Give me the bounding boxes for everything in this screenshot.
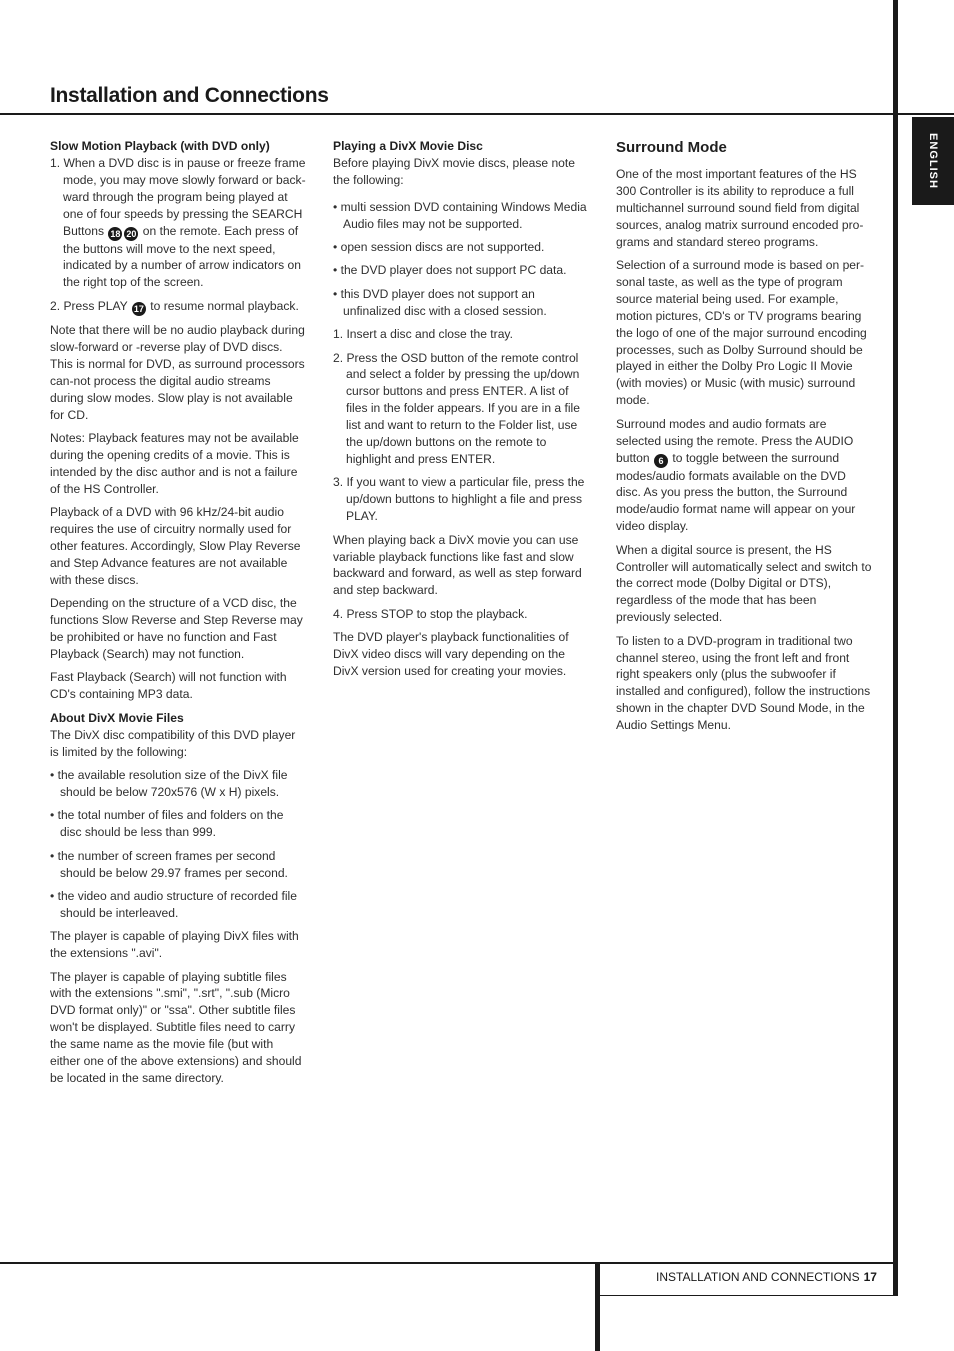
right-margin-bar [893, 0, 898, 1296]
para-before: Before playing DivX movie discs, please note the following: [333, 155, 575, 187]
heading-slow-motion: Slow Motion Playback (with DVD only) [50, 139, 270, 153]
step-slow-1-text-a: 1. When a DVD disc is in pause or freeze frame mode, you may move slowly forward or back-ward through the program being played at one of four speeds by pressing the SEARCH Buttons [50, 155, 306, 238]
para-subtitles: The player is capable of playing subtitle files with the extensions ".smi", ".srt", ".sub (Micro DVD format only)" or "ssa". Other subtitle files won't be displayed. Subtitle files need to carry the same name as the movie file (but with either one of the above extensions) and should be located in the same directory. [50, 969, 302, 1085]
button-badge-17: 17 [133, 303, 144, 314]
button-badge-18: 18 [110, 228, 121, 239]
bullet-file-count: • the total number of files and folders on the disc should be less than 999. [50, 808, 284, 840]
para-surround-3-text-b: to toggle between the surround modes/audio formats available on the DVD disc. As you press the button, the Surround mode/audio format name will appear on your video display. [616, 450, 856, 534]
heading-divx-files: About DivX Movie Files [50, 710, 184, 725]
para-variable-playback: When playing back a DivX movie you can use variable playback functions like fast and slow backward and forward, as well as step forward and step backward. [333, 532, 582, 598]
para-vcd: Depending on the structure of a VCD disc, the functions Slow Reverse and Step Reverse may be prohibited or have no function and Fast Playback (Search) may not function. [50, 596, 303, 662]
para-functionalities: The DVD player's playback functionalities of DivX video discs will vary depending on the DivX version used for creating your movies. [333, 630, 569, 678]
button-badge-6: 6 [654, 454, 668, 468]
footer-section: INSTALLATION AND CONNECTIONS [656, 1270, 860, 1284]
para-surround-3-text-a: Surround modes and audio formats are selected using the remote. Press the AUDIO button [616, 416, 854, 465]
bullet-frame-rate: • the number of screen frames per second should be below 29.97 frames per second. [50, 848, 288, 880]
para-divx-intro: The DivX disc compatibility of this DVD player is limited by the following: [50, 727, 296, 759]
para-fast-playback: Fast Playback (Search) will not function with CD's containing MP3 data. [50, 670, 287, 702]
para-note: Note that there will be no audio playback during slow-forward or -reverse play of DVD discs. This is normal for DVD, as surround processors can-not process the digital audio streams during slow modes. Slow play is not available for CD. [50, 323, 305, 422]
step-slow-1 [50, 155, 306, 291]
bullet-interleaved: • the video and audio structure of recorded file should be interleaved. [50, 888, 297, 920]
para-surround-5: To listen to a DVD-program in traditional two channel stereo, using the front left and front right speakers only (plus the subwoofer if installed and configured), follow the instructions shown in the chapter DVD Sound Mode, in the Audio Settings Menu. [616, 633, 871, 733]
step-divx-4: 4. Press STOP to stop the playback. [333, 606, 528, 621]
para-surround-4: When a digital source is present, the HS Controller will automatically select and switch to the correct mode (Dolby Digital or DTS), regardless of the mode that has been previously selected. [616, 542, 872, 625]
step-slow-1-text-b: on the remote. Each press of the buttons will move to the next speed, indicated by a number of arrow indicators on the right top of the screen. [63, 223, 301, 290]
column-left [50, 138, 306, 1093]
footer-rule [0, 1262, 898, 1264]
step-divx-3: 3. If you want to view a particular file, press the up/down buttons to highlight a file and press PLAY. [333, 475, 585, 524]
footer-divider [595, 1262, 600, 1351]
step-slow-2 [50, 298, 306, 316]
heading-surround-mode: Surround Mode [616, 139, 727, 156]
column-middle [333, 138, 591, 686]
page-title: Installation and Connections [50, 84, 329, 107]
language-tab [912, 117, 954, 205]
page-number: 17 [863, 1270, 877, 1284]
para-notes: Notes: Playback features may not be available during the opening credits of a movie. This is intended by the disc author and is not a failure of the HS Controller. [50, 431, 299, 496]
para-96khz: Playback of a DVD with 96 kHz/24-bit audio requires the use of circuitry normally used for other features. Accordingly, Slow Play Reverse and Step Advance features are not available with these discs. [50, 505, 301, 587]
step-slow-2-text-a: 2. Press PLAY [50, 298, 128, 313]
para-surround-3 [616, 416, 874, 535]
bullet-unfinalized: • this DVD player does not support an unfinalized disc with a closed session. [333, 286, 547, 318]
para-avi: The player is capable of playing DivX files with the extensions ".avi". [50, 929, 299, 961]
para-surround-2: Selection of a surround mode is based on per-sonal taste, as well as the type of program source material being used. For example, motion pictures, CD's or TV programs bearing the logo of one of the major surround encoding processes, such as Dolby Surround should be played in either the Dolby Pro Logic II Movie (with movies) or Music (with music) surround mode. [616, 258, 867, 408]
step-divx-2: 2. Press the OSD button of the remote control and select a folder by pressing the up/down cursor buttons and press ENTER. A list of files in the folder appears. If you are in a file list and want to return to the Folder list, use the up/down buttons on the remote to highlight and press ENTER. [333, 350, 580, 466]
step-slow-2-text-b: to resume normal playback. [150, 298, 299, 313]
heading-playing-divx: Playing a DivX Movie Disc [333, 139, 483, 153]
bullet-resolution: • the available resolution size of the DivX file should be below 720x576 (W x H) pixels. [50, 768, 288, 799]
button-badge-20: 20 [126, 228, 137, 239]
footer-underline [600, 1295, 898, 1296]
bullet-multi-session: • multi session DVD containing Windows Media Audio files may not be supported. [333, 199, 587, 231]
column-right [616, 138, 874, 741]
step-divx-1: 1. Insert a disc and close the tray. [333, 327, 513, 342]
footer-label [656, 1270, 877, 1284]
language-tab-label: ENGLISH [927, 133, 939, 189]
bullet-open-session: • open session discs are not supported. [333, 240, 545, 255]
header-rule [0, 113, 954, 115]
bullet-pc-data: • the DVD player does not support PC data. [333, 263, 567, 278]
para-surround-1: One of the most important features of the HS 300 Controller is its ability to reproduce a full multichannel surround sound field from digital sources, analog matrix surround encoded pro-grams and standard stereo programs. [616, 167, 864, 249]
